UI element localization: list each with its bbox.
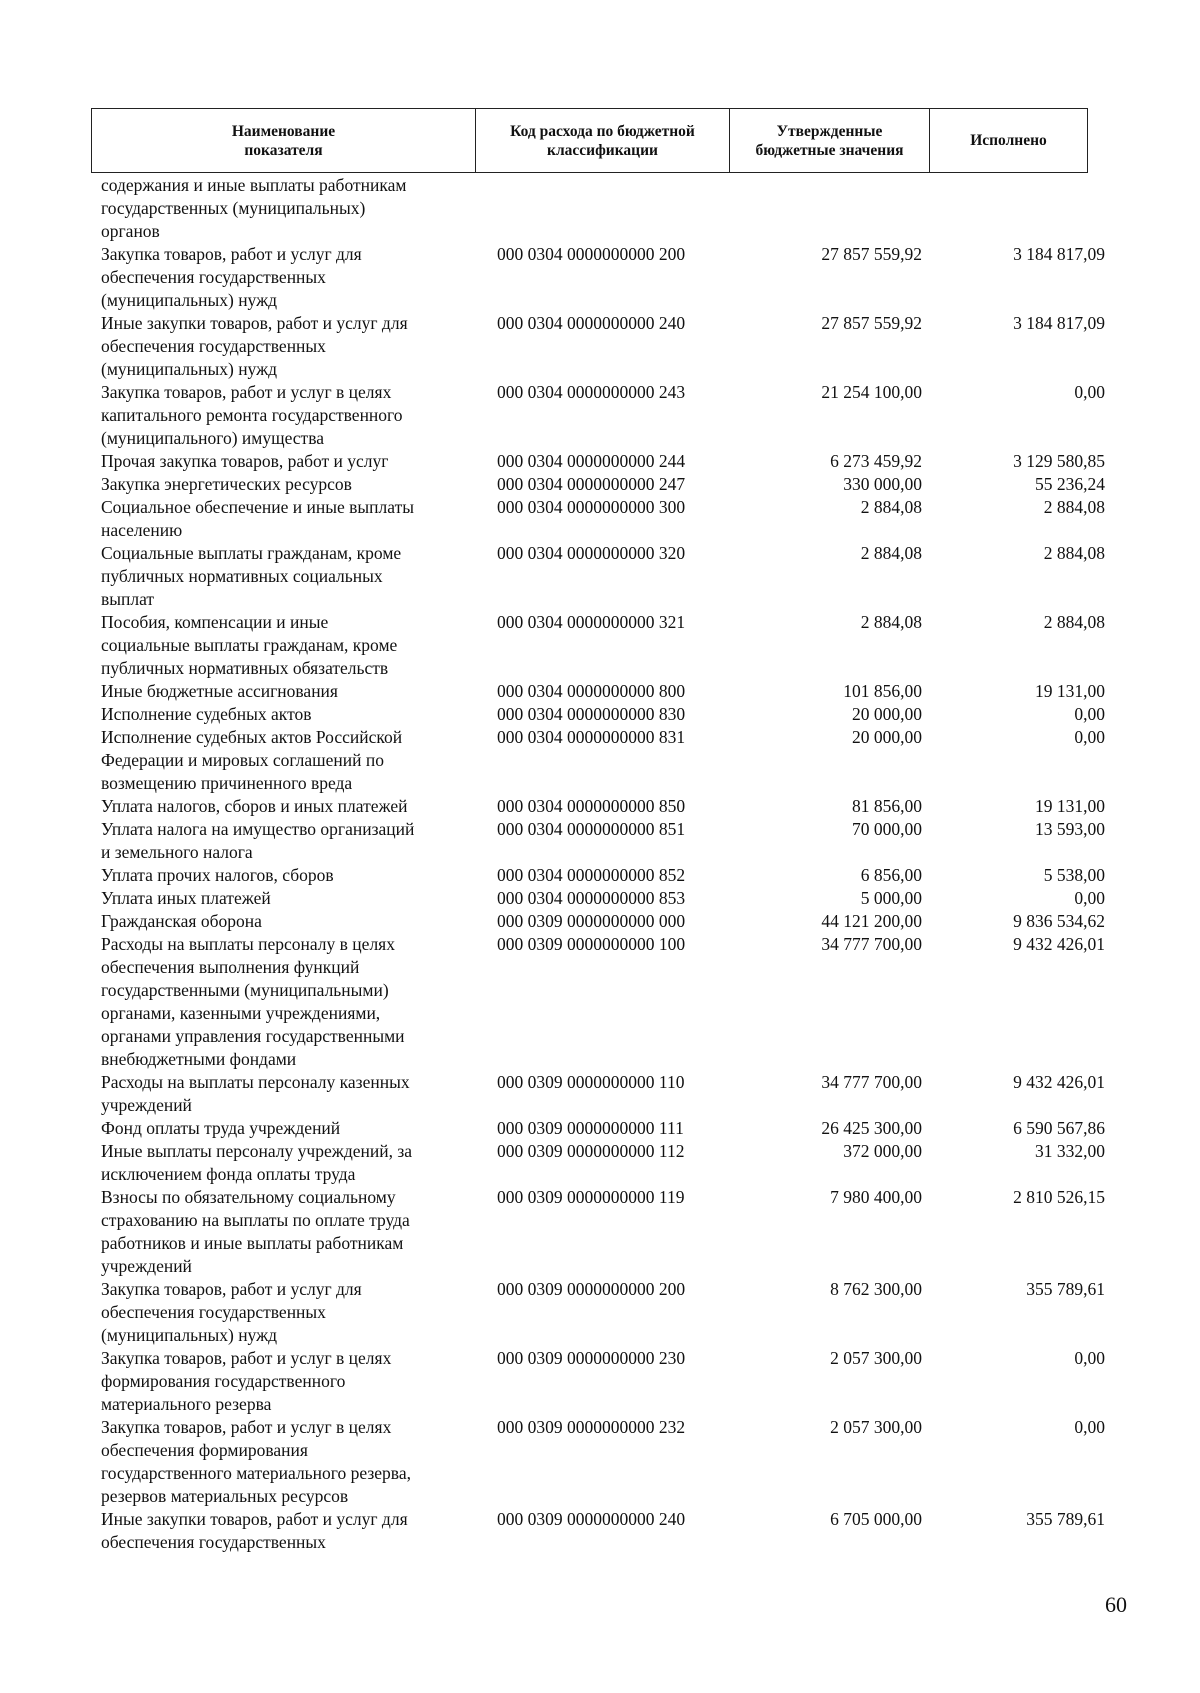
table-header [91, 108, 1088, 173]
cell-code: 000 0309 0000000000 111 [497, 1118, 684, 1138]
cell-name: Фонд оплаты труда учреждений [101, 1118, 341, 1138]
cell-executed: 3 129 580,85 [1013, 451, 1105, 471]
cell-name: Исполнение судебных актов [101, 704, 312, 724]
cell-name: Прочая закупка товаров, работ и услуг [101, 451, 389, 471]
cell-name: Иные бюджетные ассигнования [101, 681, 338, 701]
cell-approved: 34 777 700,00 [821, 934, 922, 954]
cell-name: Уплата налога на имущество организаций и земельного налога [101, 819, 415, 862]
cell-approved: 20 000,00 [852, 704, 922, 724]
cell-name: Закупка товаров, работ и услуг в целях обеспечения формирования государственного материального резерва, резервов материальных ресурсов [101, 1417, 411, 1506]
cell-code: 000 0304 0000000000 200 [497, 244, 686, 264]
table-row [0, 795, 1200, 818]
cell-executed: 0,00 [1074, 1417, 1105, 1437]
cell-approved: 2 057 300,00 [830, 1348, 922, 1368]
cell-approved: 2 884,08 [860, 543, 922, 563]
cell-executed: 55 236,24 [1035, 474, 1105, 494]
table-row [0, 910, 1200, 933]
cell-executed: 3 184 817,09 [1013, 244, 1105, 264]
cell-code: 000 0304 0000000000 321 [497, 612, 686, 632]
cell-name: Уплата налогов, сборов и иных платежей [101, 796, 408, 816]
cell-name: Взносы по обязательному социальному страхованию на выплаты по оплате труда работников и иные выплаты работникам учреждений [101, 1187, 410, 1276]
cell-approved: 6 273 459,92 [830, 451, 922, 471]
cell-approved: 21 254 100,00 [821, 382, 922, 402]
table-row [0, 243, 1200, 312]
cell-approved: 8 762 300,00 [830, 1279, 922, 1299]
cell-name: Иные закупки товаров, работ и услуг для обеспечения государственных (муниципальных) нужд [101, 313, 408, 379]
table-row [0, 1071, 1200, 1117]
cell-executed: 2 884,08 [1043, 497, 1105, 517]
table-row [0, 1117, 1200, 1140]
cell-code: 000 0309 0000000000 119 [497, 1187, 685, 1207]
cell-approved: 101 856,00 [843, 681, 922, 701]
table-row [0, 726, 1200, 795]
cell-name: Исполнение судебных актов Российской Федерации и мировых соглашений по возмещению причиненного вреда [101, 727, 403, 793]
cell-executed: 0,00 [1074, 888, 1105, 908]
table-row [0, 542, 1200, 611]
cell-name: Социальное обеспечение и иные выплаты населению [101, 497, 415, 540]
cell-code: 000 0304 0000000000 831 [497, 727, 686, 747]
cell-name: содержания и иные выплаты работникам государственных (муниципальных) органов [101, 175, 407, 241]
cell-executed: 2 884,08 [1043, 543, 1105, 563]
cell-approved: 2 884,08 [860, 612, 922, 632]
cell-executed: 9 432 426,01 [1013, 1072, 1105, 1092]
cell-code: 000 0304 0000000000 852 [497, 865, 686, 885]
cell-approved: 6 856,00 [860, 865, 922, 885]
table-row [0, 174, 1200, 243]
cell-name: Социальные выплаты гражданам, кроме публичных нормативных социальных выплат [101, 543, 402, 609]
cell-approved: 372 000,00 [843, 1141, 922, 1161]
cell-name: Уплата иных платежей [101, 888, 271, 908]
cell-code: 000 0304 0000000000 300 [497, 497, 686, 517]
cell-executed: 31 332,00 [1035, 1141, 1105, 1161]
cell-name: Иные закупки товаров, работ и услуг для обеспечения государственных [101, 1509, 408, 1552]
cell-name: Гражданская оборона [101, 911, 262, 931]
cell-executed: 3 184 817,09 [1013, 313, 1105, 333]
cell-name: Закупка товаров, работ и услуг для обеспечения государственных (муниципальных) нужд [101, 1279, 362, 1345]
cell-code: 000 0309 0000000000 112 [497, 1141, 685, 1161]
cell-name: Расходы на выплаты персоналу казенных учреждений [101, 1072, 410, 1115]
table-row [0, 1508, 1200, 1554]
table-row [0, 933, 1200, 1071]
cell-executed: 2 884,08 [1043, 612, 1105, 632]
cell-code: 000 0309 0000000000 110 [497, 1072, 685, 1092]
table-row [0, 312, 1200, 381]
cell-code: 000 0304 0000000000 853 [497, 888, 686, 908]
table-row [0, 1186, 1200, 1278]
cell-code: 000 0304 0000000000 244 [497, 451, 686, 471]
table-row [0, 611, 1200, 680]
cell-approved: 70 000,00 [852, 819, 922, 839]
table-row [0, 450, 1200, 473]
cell-approved: 27 857 559,92 [821, 313, 922, 333]
cell-name: Иные выплаты персоналу учреждений, за исключением фонда оплаты труда [101, 1141, 413, 1184]
cell-executed: 19 131,00 [1035, 796, 1105, 816]
cell-executed: 355 789,61 [1026, 1279, 1105, 1299]
cell-executed: 6 590 567,86 [1013, 1118, 1105, 1138]
cell-executed: 355 789,61 [1026, 1509, 1105, 1529]
cell-name: Закупка товаров, работ и услуг в целях капитального ремонта государственного (муниципального) имущества [101, 382, 403, 448]
cell-executed: 5 538,00 [1043, 865, 1105, 885]
cell-name: Пособия, компенсации и иные социальные выплаты гражданам, кроме публичных нормативных обязательств [101, 612, 398, 678]
cell-executed: 0,00 [1074, 704, 1105, 724]
table-row [0, 703, 1200, 726]
cell-code: 000 0304 0000000000 830 [497, 704, 686, 724]
table-row [0, 1278, 1200, 1347]
cell-approved: 2 057 300,00 [830, 1417, 922, 1437]
header-name: Наименование показателя [92, 109, 476, 172]
header-code: Код расхода по бюджетной классификации [476, 109, 730, 172]
cell-code: 000 0309 0000000000 240 [497, 1509, 686, 1529]
cell-name: Закупка товаров, работ и услуг для обеспечения государственных (муниципальных) нужд [101, 244, 362, 310]
cell-code: 000 0304 0000000000 243 [497, 382, 686, 402]
cell-name: Уплата прочих налогов, сборов [101, 865, 334, 885]
cell-approved: 34 777 700,00 [821, 1072, 922, 1092]
cell-code: 000 0304 0000000000 800 [497, 681, 686, 701]
cell-executed: 0,00 [1074, 727, 1105, 747]
cell-code: 000 0304 0000000000 320 [497, 543, 686, 563]
table-row [0, 496, 1200, 542]
cell-code: 000 0309 0000000000 200 [497, 1279, 686, 1299]
cell-executed: 19 131,00 [1035, 681, 1105, 701]
cell-approved: 5 000,00 [860, 888, 922, 908]
cell-code: 000 0309 0000000000 000 [497, 911, 686, 931]
cell-executed: 2 810 526,15 [1013, 1187, 1105, 1207]
cell-approved: 7 980 400,00 [830, 1187, 922, 1207]
cell-approved: 330 000,00 [843, 474, 922, 494]
cell-name: Закупка энергетических ресурсов [101, 474, 352, 494]
cell-executed: 13 593,00 [1035, 819, 1105, 839]
cell-name: Закупка товаров, работ и услуг в целях формирования государственного материального резерва [101, 1348, 392, 1414]
cell-code: 000 0309 0000000000 100 [497, 934, 686, 954]
table-row [0, 1416, 1200, 1508]
table-row [0, 1347, 1200, 1416]
cell-executed: 9 836 534,62 [1013, 911, 1105, 931]
table-row [0, 1140, 1200, 1186]
cell-code: 000 0309 0000000000 232 [497, 1417, 686, 1437]
table-row [0, 818, 1200, 864]
cell-approved: 20 000,00 [852, 727, 922, 747]
cell-executed: 0,00 [1074, 1348, 1105, 1368]
header-executed: Исполнено [970, 132, 1047, 149]
cell-code: 000 0304 0000000000 247 [497, 474, 686, 494]
cell-executed: 9 432 426,01 [1013, 934, 1105, 954]
cell-approved: 2 884,08 [860, 497, 922, 517]
page-number: 60 [1105, 1592, 1127, 1617]
header-approved: Утвержденные бюджетные значения [730, 109, 930, 172]
table-row [0, 473, 1200, 496]
table-row [0, 887, 1200, 910]
table-row [0, 864, 1200, 887]
cell-approved: 26 425 300,00 [821, 1118, 922, 1138]
cell-approved: 6 705 000,00 [830, 1509, 922, 1529]
cell-approved: 81 856,00 [852, 796, 922, 816]
cell-executed: 0,00 [1074, 382, 1105, 402]
cell-approved: 27 857 559,92 [821, 244, 922, 264]
cell-name: Расходы на выплаты персоналу в целях обеспечения выполнения функций государственными (муниципальными) органами, казенными учреждениями, органами управления государственными внебюджетными фондами [101, 934, 405, 1069]
table-body [0, 174, 1200, 1554]
table-row [0, 680, 1200, 703]
cell-code: 000 0304 0000000000 850 [497, 796, 686, 816]
cell-approved: 44 121 200,00 [821, 911, 922, 931]
cell-code: 000 0309 0000000000 230 [497, 1348, 686, 1368]
cell-code: 000 0304 0000000000 851 [497, 819, 686, 839]
table-row [0, 381, 1200, 450]
cell-code: 000 0304 0000000000 240 [497, 313, 686, 333]
